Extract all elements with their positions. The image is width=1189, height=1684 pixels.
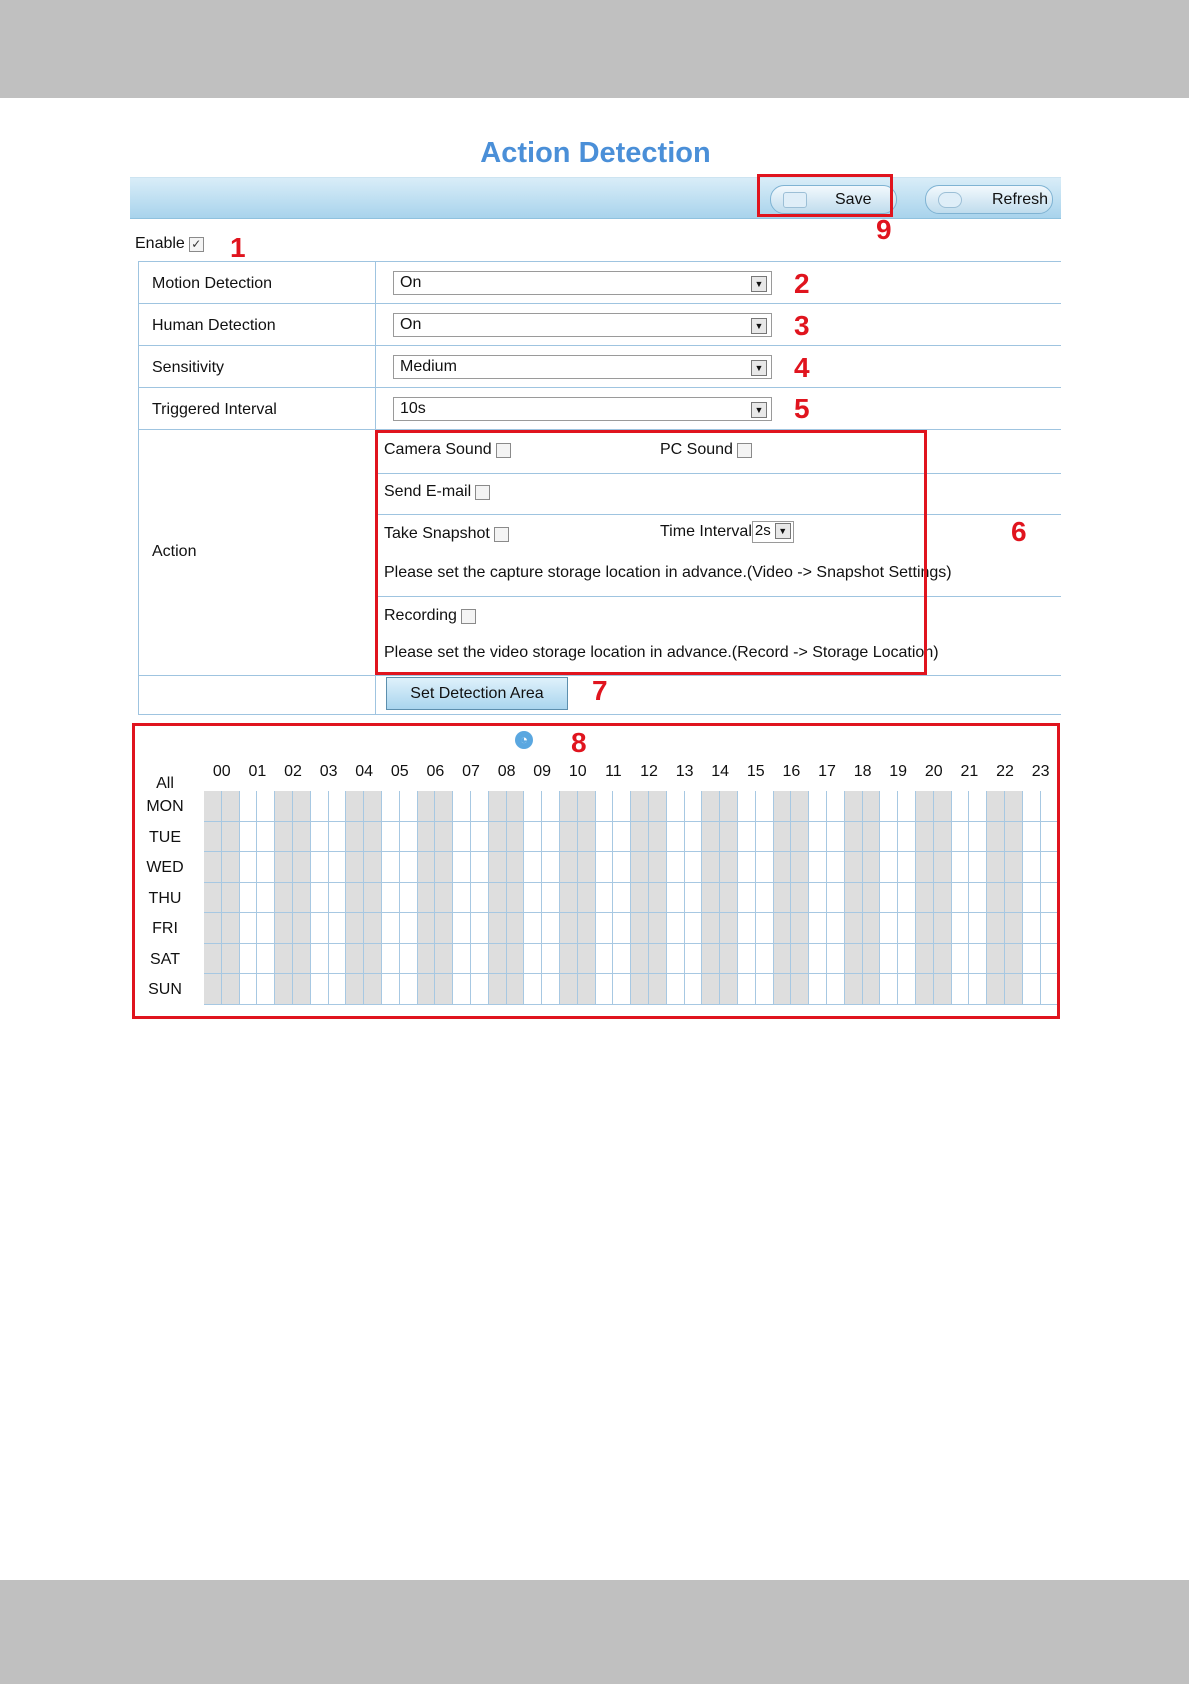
human-detection-select[interactable] (393, 313, 772, 337)
hour-header[interactable]: 11 (605, 763, 622, 780)
hour-header[interactable]: 23 (1031, 763, 1050, 780)
save-label: Save (835, 190, 872, 208)
sensitivity-label: Sensitivity (152, 359, 225, 376)
human-detection-value: On (400, 316, 422, 333)
day-label[interactable]: MON (146, 798, 184, 815)
action-label: Action (152, 543, 197, 560)
hour-header[interactable]: 22 (996, 763, 1014, 780)
day-label[interactable]: SUN (148, 981, 182, 998)
motion-detection-select[interactable] (393, 271, 772, 295)
refresh-icon (938, 192, 962, 208)
hour-header[interactable]: 14 (711, 763, 730, 780)
triggered-interval-label: Triggered Interval (152, 401, 277, 418)
chevron-down-icon: ▼ (775, 523, 791, 539)
hour-header[interactable]: 21 (960, 763, 979, 780)
hour-header[interactable]: 16 (782, 763, 801, 780)
callout-box-action (375, 430, 927, 675)
callout-8: 8 (571, 727, 587, 758)
clock-icon: ◔ (515, 731, 533, 749)
hour-header[interactable]: 12 (640, 763, 658, 780)
callout-4: 4 (794, 352, 810, 383)
action-detection-panel (130, 125, 1061, 1020)
callout-9: 9 (876, 214, 892, 245)
hour-header[interactable]: 10 (568, 763, 587, 780)
chevron-down-icon: ▼ (751, 402, 767, 418)
callout-1: 1 (230, 232, 246, 263)
hour-header[interactable]: 13 (675, 763, 694, 780)
triggered-interval-select[interactable] (393, 397, 772, 421)
send-email-label: Send E-mail (384, 483, 472, 500)
hour-header[interactable]: 09 (533, 763, 552, 780)
hour-header[interactable]: 19 (889, 763, 908, 780)
take-snapshot-label: Take Snapshot (384, 525, 490, 542)
hour-header[interactable]: 02 (284, 763, 302, 780)
chevron-down-icon: ▼ (751, 360, 767, 376)
recording-note: Please set the video storage location in advance.(Record -> Storage Location) (384, 644, 939, 661)
day-label[interactable]: WED (146, 859, 184, 876)
enable-checkbox[interactable]: ✓ (189, 237, 204, 252)
triggered-interval-value: 10s (400, 400, 426, 417)
time-interval-label: Time Interval (660, 523, 752, 540)
human-detection-label: Human Detection (152, 317, 276, 334)
hour-header[interactable]: 01 (248, 763, 267, 780)
chevron-down-icon: ▼ (751, 318, 767, 334)
hour-header[interactable]: 06 (426, 763, 445, 780)
callout-7: 7 (592, 675, 608, 706)
hour-header[interactable]: 07 (462, 763, 480, 780)
callout-box-save (757, 174, 893, 217)
camera-sound-label: Camera Sound (384, 441, 492, 458)
callout-6: 6 (1011, 516, 1027, 547)
hour-header[interactable]: 05 (390, 763, 409, 780)
day-label[interactable]: FRI (152, 920, 178, 937)
callout-5: 5 (794, 393, 810, 424)
enable-row (135, 235, 204, 253)
pc-sound-label: PC Sound (660, 441, 733, 458)
enable-label: Enable (135, 235, 185, 252)
day-label[interactable]: TUE (149, 828, 181, 846)
hour-header[interactable]: 04 (355, 763, 374, 780)
callout-box-schedule (132, 723, 1060, 1019)
page-footer-band (0, 1580, 1189, 1684)
hour-header[interactable]: 17 (818, 763, 836, 780)
hour-header[interactable]: 08 (497, 763, 516, 780)
chevron-down-icon: ▼ (751, 276, 767, 292)
day-label[interactable]: THU (148, 889, 182, 907)
hour-header[interactable]: 15 (746, 763, 765, 780)
schedule-all-button[interactable]: All (156, 775, 174, 792)
motion-detection-label: Motion Detection (152, 275, 273, 292)
refresh-button[interactable] (925, 185, 1053, 214)
callout-3: 3 (794, 310, 810, 341)
hour-header[interactable]: 00 (212, 763, 231, 780)
day-label[interactable]: SAT (150, 950, 180, 968)
refresh-label: Refresh (992, 190, 1049, 208)
sensitivity-select[interactable] (393, 355, 772, 379)
toolbar (130, 177, 1061, 219)
recording-label: Recording (384, 607, 457, 624)
hour-header[interactable]: 03 (319, 763, 338, 780)
page-title: Action Detection (480, 137, 711, 169)
set-detection-area-button[interactable]: Set Detection Area (386, 677, 568, 710)
time-interval-value: 2s (754, 522, 771, 539)
snapshot-note: Please set the capture storage location in advance.(Video -> Snapshot Settings) (384, 564, 952, 581)
sensitivity-value: Medium (400, 358, 457, 375)
motion-detection-value: On (400, 274, 422, 291)
hour-header[interactable]: 18 (853, 763, 872, 780)
page-header-band (0, 0, 1189, 98)
hour-header[interactable]: 20 (924, 763, 943, 780)
callout-2: 2 (794, 268, 810, 299)
